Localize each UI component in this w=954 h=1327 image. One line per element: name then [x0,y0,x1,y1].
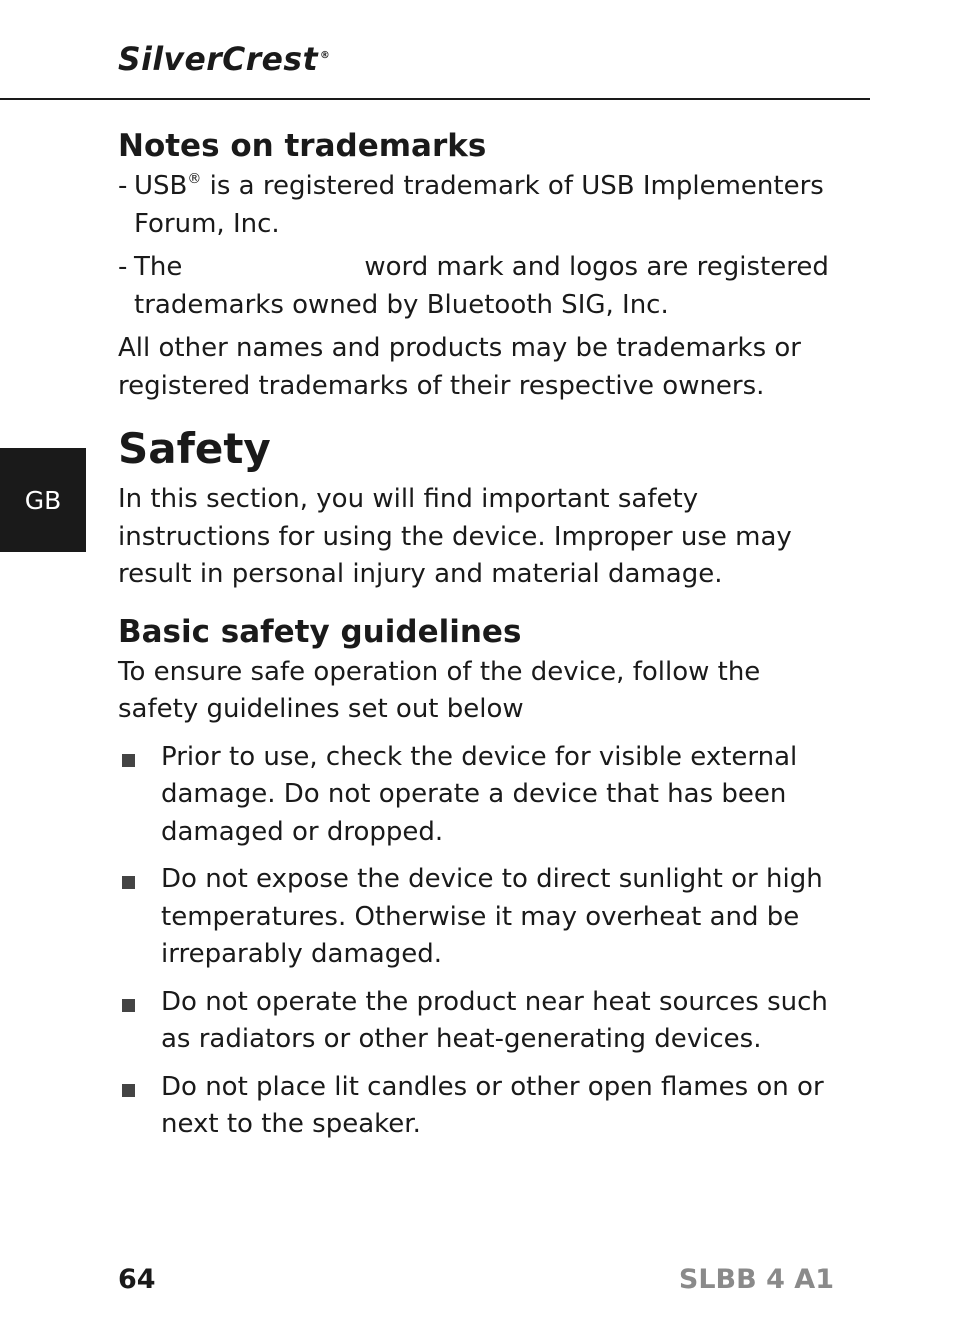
basic-guidelines-heading: Basic safety guidelines [118,613,522,650]
list-item [118,861,848,974]
bluetooth-text-start: The [134,252,183,282]
brand-logo [118,40,330,78]
safety-heading: Safety [118,424,271,473]
list-item-text: Do not operate the product near heat sources such as radiators or other heat-generating devices. [161,986,828,1054]
list-item-text: Prior to use, check the device for visible external damage. Do not operate a device that has been damaged or dropped. [161,741,798,847]
trademarks-heading: Notes on trademarks [118,128,487,164]
basic-guidelines-section [118,610,848,1144]
safety-intro: In this section, you will find important safety instructions for using the device. Improper use may result in personal injury and material damage. [118,484,792,589]
list-item [118,1069,848,1144]
usb-registered-mark: ® [187,171,202,187]
header-rule [0,98,870,100]
bullet-square-icon [122,1084,135,1097]
trademark-other: All other names and products may be trademarks or registered trademarks of their respective owners. [118,333,801,401]
trademark-bluetooth [118,249,848,324]
page-number: 64 [118,1264,156,1295]
list-item [118,739,848,852]
language-label: GB [24,485,62,515]
bullet-square-icon [122,754,135,767]
trademarks-section [118,124,848,405]
basic-guidelines-intro: To ensure safe operation of the device, follow the safety guidelines set out below [118,656,761,724]
bullet-square-icon [122,876,135,889]
dash-mark: - [118,171,128,201]
list-item [118,984,848,1059]
guidelines-list [118,739,848,1144]
list-item-text: Do not expose the device to direct sunlight or high temperatures. Otherwise it may overheat and be irreparably damaged. [161,864,823,969]
usb-text-rest: is a registered trademark of USB Implementers Forum, Inc. [134,171,824,239]
brand-registered-mark: ® [320,50,331,62]
usb-text: USB [134,171,188,201]
list-item-text: Do not place lit candles or other open flames on or next to the speaker. [161,1071,824,1139]
safety-section [118,421,848,594]
dash-mark: - [118,252,128,282]
bluetooth-text-rest: word mark and logos are registered trademarks owned by Bluetooth SIG, Inc. [134,252,829,320]
language-tab [0,448,86,552]
bullet-square-icon [122,999,135,1012]
page-content [118,124,848,1154]
model-number: SLBB 4 A1 [678,1264,834,1295]
trademark-usb [118,168,848,243]
brand-name: SilverCrest [118,40,319,78]
